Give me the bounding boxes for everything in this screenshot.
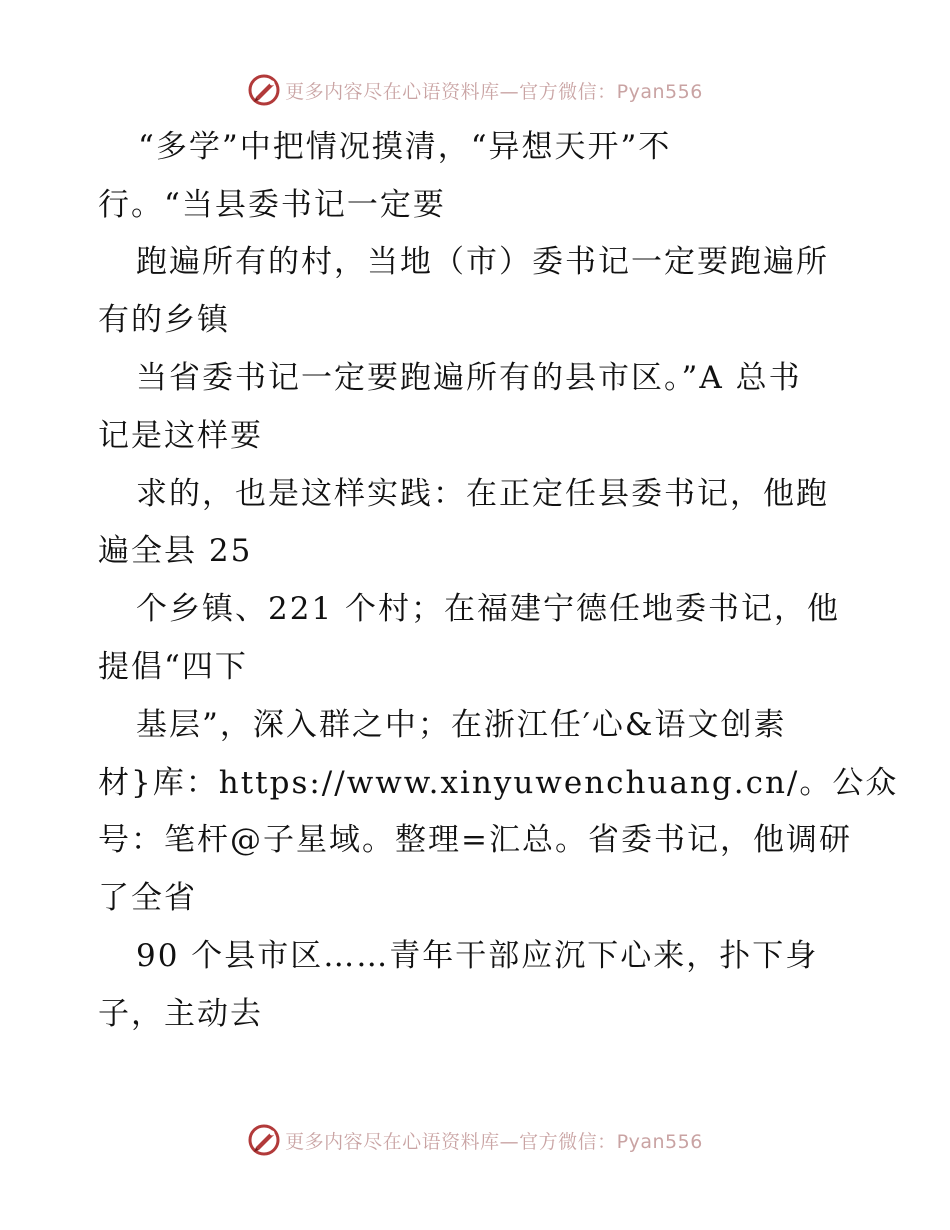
footer-banner	[0, 1120, 950, 1160]
body-line: 行。“当县委书记一定要	[98, 186, 446, 223]
footer-banner-text: 更多内容尽在心语资料库—官方微信：Pyan556	[285, 1130, 703, 1153]
body-line: 材}库：https://www.xinyuwenchuang.cn/。公众	[98, 764, 899, 801]
pen-logo-icon	[247, 73, 281, 107]
document-body	[98, 118, 899, 1043]
body-line: 子，主动去	[98, 995, 263, 1032]
body-line: 遍全县 25	[98, 533, 253, 570]
body-line: 有的乡镇	[98, 302, 230, 339]
body-line: 90 个县市区……青年干部应沉下心来，扑下身	[136, 938, 819, 975]
body-line: 基层”，深入群之中；在浙江任′心&语文创素	[136, 706, 787, 743]
header-banner-text: 更多内容尽在心语资料库—官方微信：Pyan556	[285, 80, 703, 103]
body-line: 跑遍所有的村，当地（市）委书记一定要跑遍所	[136, 244, 829, 281]
body-line: 记是这样要	[98, 417, 263, 454]
body-line: “多学”中把情况摸清，“异想天开”不	[138, 128, 672, 165]
body-line: 个乡镇、221 个村；在福建宁德任地委书记，他	[136, 591, 841, 628]
body-line: 求的，也是这样实践：在正定任县委书记，他跑	[136, 475, 829, 512]
body-line: 了全省	[98, 880, 197, 917]
header-banner	[0, 70, 950, 110]
body-line: 当省委书记一定要跑遍所有的县市区。”A 总书	[136, 360, 802, 397]
body-line: 号：笔杆@子星域。整理=汇总。省委书记，他调研	[98, 822, 852, 859]
pen-logo-icon	[247, 1123, 281, 1157]
body-line: 提倡“四下	[98, 649, 248, 686]
